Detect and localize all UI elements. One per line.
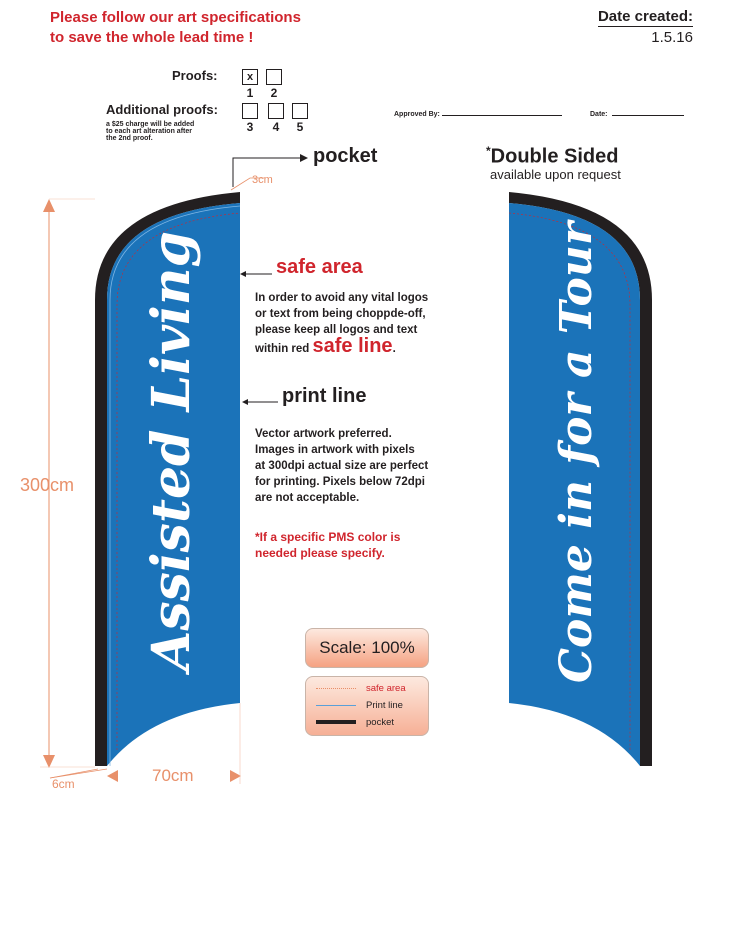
width-arrow-right [230,770,241,782]
date-created-label: Date created: [597,8,693,25]
warning-line-1: Please follow our art specifications [50,9,301,26]
safe-line-word: safe line [312,335,393,357]
safe-area-line-4-text: within red [255,343,310,355]
proof-number-3: 3 [246,120,254,134]
legend-item-safe-area [316,683,406,694]
legend-swatch-print-line [316,705,356,706]
proof-number-2: 2 [270,86,278,100]
print-line-5: are not acceptable. [255,492,360,504]
scale-box: Scale: 100% [305,628,429,668]
print-line-3: at 300dpi actual size are perfect [255,460,429,472]
legend-label-safe-area: safe area [366,683,406,694]
pocket-pointer-arrow [300,154,308,162]
legend-swatch-safe-area [316,688,356,689]
pms-line-2: needed please specify. [255,546,385,560]
legend-item-print-line [316,700,403,711]
double-sided-subtitle: available upon request [490,167,621,182]
proof-number-4: 4 [272,120,280,134]
note-line-2: to each art alteration after [106,128,192,135]
width-arrow-left [107,770,118,782]
pms-line-1: *If a specific PMS color is [255,530,401,544]
print-line-2: Images in artwork with pixels [255,444,415,456]
double-sided-asterisk: * [486,144,491,158]
legend-box [305,676,429,736]
note-line-1: a $25 charge will be added [106,121,195,128]
bottom-dimension-label: 6cm [52,777,75,791]
pocket-label: pocket [313,145,378,167]
approval-date-label: Date: [590,111,608,118]
front-flag-text: Assisted Living [141,231,202,671]
legend-item-pocket [316,717,394,728]
additional-proofs-label: Additional proofs: [106,102,218,117]
safe-area-title: safe area [276,256,363,278]
back-flag-text: Come in for a Tour [551,221,602,683]
legend-swatch-pocket [316,720,356,724]
safe-area-line-1: In order to avoid any vital logos [255,292,429,304]
legend-label-pocket: pocket [366,717,394,728]
approved-by-label: Approved By: [394,111,440,118]
pocket-dimension-label: 3cm [252,174,273,186]
proof-checkbox-1[interactable]: x [242,69,258,85]
proofs-label: Proofs: [172,68,218,83]
height-arrow-bottom [43,755,55,768]
height-arrow-top [43,199,55,212]
note-line-3: the 2nd proof. [106,135,153,142]
print-line-pointer-arrow [242,399,248,405]
warning-line-2: to save the whole lead time ! [50,29,254,46]
print-line-title: print line [282,385,367,407]
legend-label-print-line: Print line [366,700,403,711]
safe-line-period: . [392,343,396,355]
proof-number-5: 5 [296,120,304,134]
proof-number-1: 1 [246,86,254,100]
height-dimension-label: 300cm [20,475,75,495]
width-dimension-label: 70cm [152,766,194,785]
date-created-value: 1.5.16 [651,29,693,46]
print-line-4: for printing. Pixels below 72dpi [255,476,425,488]
print-line-1: Vector artwork preferred. [255,428,392,440]
double-sided-text: Double Sided [490,145,619,168]
safe-area-line-2: or text from being choppde-off, [255,308,426,320]
safe-area-pointer-arrow [240,271,246,277]
safe-area-line-3: please keep all logos and text [255,324,418,336]
